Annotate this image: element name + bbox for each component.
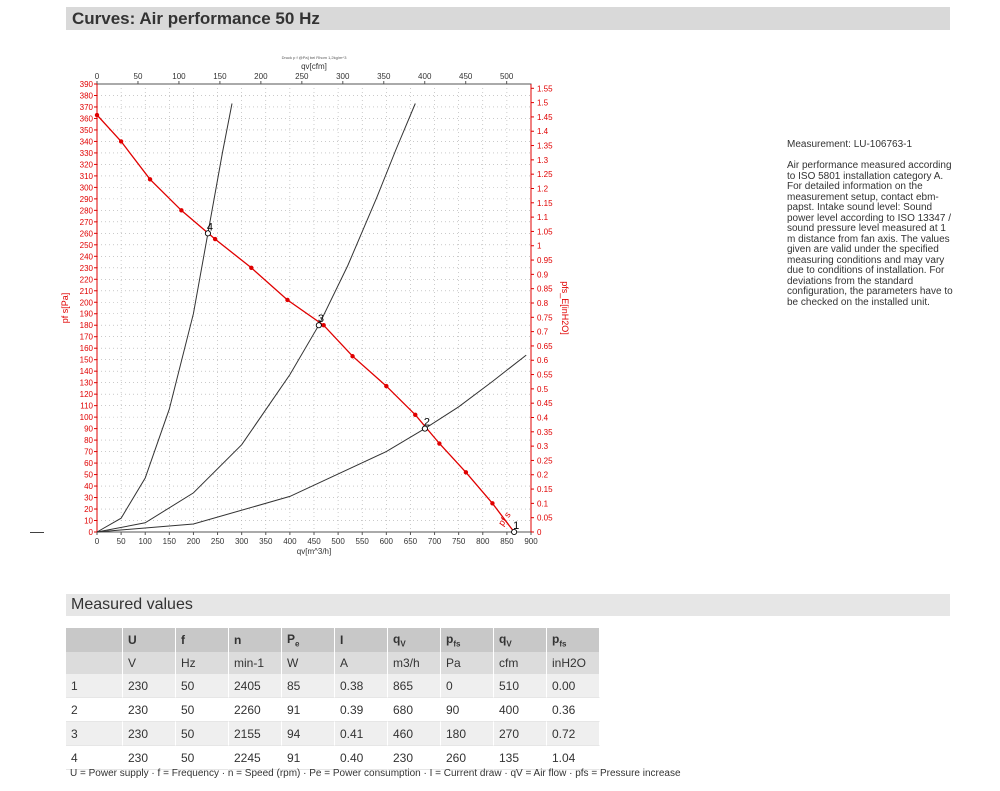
table-cell: 270	[494, 722, 547, 746]
x2-tick-label: 100	[172, 72, 186, 81]
table-unit-cell: cfm	[494, 652, 547, 674]
table-unit-cell: A	[335, 652, 388, 674]
y-tick-label: 280	[79, 206, 93, 216]
y-tick-label: 60	[84, 459, 93, 469]
table-legend: U = Power supply · f = Frequency · n = Speed (rpm) · Pe = Power consumption · I = Current draw · qV = Air flow · pfs = Pressure increase	[70, 768, 681, 779]
y-tick-label: 390	[79, 80, 93, 89]
y-tick-label: 190	[79, 309, 93, 319]
table-header-cell	[547, 628, 600, 652]
table-header-symbol: n	[234, 633, 242, 647]
y-tick-label: 170	[79, 332, 93, 342]
table-cell: 460	[388, 722, 441, 746]
y-tick-label: 260	[79, 229, 93, 239]
x-tick-label: 250	[210, 537, 225, 546]
y2-tick-label: 1.25	[537, 170, 553, 180]
pressure-marker	[285, 298, 289, 302]
measurement-description: Air performance measured according to ISO 5801 installation category A. For detailed information on the measurement setup, contact ebm-papst. Intake sound level: Sound power level according to ISO 13347 / sound pressure level measured at 1 m distance from fan axis. The values given are valid under the specified measuring conditions and may vary due to conditions of installation. For deviations from the standard configuration, the parameters have to be checked on the installed unit.	[787, 160, 953, 308]
y2-tick-label: 0.9	[537, 270, 549, 280]
table-header-cell	[176, 628, 229, 652]
table-cell: 0.36	[547, 698, 600, 722]
table-header-cell	[229, 628, 282, 652]
y-tick-label: 240	[79, 252, 93, 262]
x2-tick-label: 500	[499, 72, 514, 81]
x-tick-label: 350	[259, 537, 273, 546]
table-header-symbol: I	[340, 633, 344, 647]
y2-tick-label: 1.05	[537, 227, 553, 237]
y2-tick-label: 1.15	[537, 198, 553, 208]
y2-tick-label: 0.2	[537, 470, 549, 480]
x2-tick-label: 300	[336, 72, 350, 81]
table-cell: 1.04	[547, 746, 600, 770]
y2-tick-label: 1.55	[537, 84, 553, 94]
y-tick-label: 30	[84, 493, 93, 503]
x2-tick-label: 200	[254, 72, 268, 81]
y-tick-label: 350	[79, 125, 93, 135]
table-cell: 230	[388, 746, 441, 770]
x2-tick-label: 450	[459, 72, 473, 81]
table-unit-cell: Pa	[441, 652, 494, 674]
x-tick-label: 850	[500, 537, 514, 546]
x-tick-label: 750	[451, 537, 466, 546]
y-tick-label: 110	[80, 401, 93, 411]
table-cell: 50	[176, 698, 229, 722]
table-header-cell	[123, 628, 176, 652]
table-cell: 230	[123, 698, 176, 722]
y-tick-label: 230	[79, 263, 93, 273]
y2-tick-label: 1.5	[537, 98, 549, 108]
x-tick-label: 200	[186, 537, 201, 546]
y-tick-label: 290	[79, 194, 93, 204]
table-cell: 91	[282, 698, 335, 722]
pressure-marker	[148, 177, 152, 181]
y2-tick-label: 0.5	[537, 384, 549, 394]
y2-tick-label: 1.2	[537, 184, 549, 194]
y2-tick-label: 1.45	[537, 112, 553, 122]
y-tick-label: 140	[79, 367, 93, 377]
table-header-symbol: $P_e$	[287, 631, 300, 649]
y-tick-label: 380	[79, 91, 93, 101]
measured-values-table	[66, 628, 600, 770]
y-tick-label: 300	[79, 183, 93, 193]
y2-tick-label: 0.85	[537, 284, 553, 294]
pressure-marker	[179, 208, 183, 212]
table-header-cell	[388, 628, 441, 652]
y-tick-label: 340	[79, 137, 93, 147]
y-tick-label: 360	[79, 114, 93, 124]
operating-point-label: 2	[423, 416, 431, 429]
table-unit-cell: V	[123, 652, 176, 674]
y2-tick-label: 0.65	[537, 341, 553, 351]
y-tick-label: 90	[84, 424, 93, 434]
y-tick-label: 210	[79, 286, 93, 296]
table-cell: 865	[388, 674, 441, 698]
x-tick-label: 400	[283, 537, 297, 546]
y-tick-label: 310	[79, 171, 93, 181]
y2-tick-label: 0.05	[537, 513, 553, 523]
y-tick-label: 330	[79, 148, 93, 158]
measurement-id: Measurement: LU-106763-1	[787, 139, 913, 150]
y2-tick-label: 0.7	[537, 327, 549, 337]
left-dash-mark: —	[30, 523, 44, 539]
table-header-cell	[335, 628, 388, 652]
table-unit-cell: Hz	[176, 652, 229, 674]
y-tick-label: 320	[79, 160, 93, 170]
table-cell: 2155	[229, 722, 282, 746]
operating-point-label: 3	[317, 313, 324, 326]
measured-values-title: Measured values	[71, 596, 193, 613]
y2-tick-label: 1.3	[537, 155, 549, 165]
table-cell: 2405	[229, 674, 282, 698]
table-cell: 135	[494, 746, 547, 770]
pressure-marker	[490, 501, 494, 505]
table-header-blank	[66, 628, 123, 652]
y-tick-label: 70	[84, 447, 93, 457]
operating-point-label: 1	[513, 520, 520, 532]
y-tick-label: 160	[79, 344, 93, 354]
pressure-marker	[213, 237, 217, 241]
table-cell: 0.40	[335, 746, 388, 770]
y2-tick-label: 0.3	[537, 442, 549, 452]
table-header-units	[66, 652, 600, 674]
table-header-cell	[282, 628, 335, 652]
table-cell: 400	[494, 698, 547, 722]
x2-tick-label: 250	[295, 72, 309, 81]
x2-tick-label: 150	[213, 72, 227, 81]
y2-tick-label: 0	[537, 528, 542, 537]
table-cell: 94	[282, 722, 335, 746]
pressure-marker	[95, 113, 99, 117]
pressure-marker	[464, 470, 468, 474]
y2-tick-label: 0.45	[537, 399, 553, 409]
table-cell: 2260	[229, 698, 282, 722]
table-cell: 0	[441, 674, 494, 698]
y-tick-label: 120	[79, 390, 93, 400]
x2-tick-label: 350	[377, 72, 391, 81]
x-tick-label: 100	[138, 537, 152, 546]
table-cell: 0.00	[547, 674, 600, 698]
x2-tick-label: 50	[133, 72, 143, 81]
table-cell: 260	[441, 746, 494, 770]
pressure-marker	[384, 384, 388, 388]
pressure-marker	[437, 441, 441, 445]
y-tick-label: 20	[84, 505, 93, 515]
table-unit-cell: inH2O	[547, 652, 600, 674]
table-cell: 0.72	[547, 722, 600, 746]
table-cell: 4	[66, 746, 123, 770]
y2-axis-label: pfs_E[inH2O]	[560, 281, 570, 335]
table-header-symbol: $q_V$	[393, 631, 406, 649]
x-axis-label: qv[m^3/h]	[296, 547, 332, 556]
table-header-symbol: f	[181, 633, 185, 647]
y-tick-label: 180	[79, 321, 93, 331]
y2-tick-label: 0.4	[537, 413, 549, 423]
table-row	[66, 746, 600, 770]
y2-tick-label: 1.1	[537, 213, 549, 223]
table-unit-cell: W	[282, 652, 335, 674]
table-header-cell	[441, 628, 494, 652]
y2-tick-label: 0.95	[537, 256, 553, 266]
table-header-symbol: U	[128, 633, 137, 647]
y2-tick-label: 0.6	[537, 356, 549, 366]
pressure-marker	[249, 266, 253, 270]
x-tick-label: 150	[162, 537, 177, 546]
table-cell: 230	[123, 674, 176, 698]
y2-tick-label: 0.35	[537, 427, 553, 437]
table-cell: 85	[282, 674, 335, 698]
x-tick-label: 650	[403, 537, 418, 546]
measured-values-header	[66, 594, 950, 616]
x-tick-label: 50	[116, 537, 126, 546]
table-cell: 2245	[229, 746, 282, 770]
x2-tick-label: 400	[418, 72, 432, 81]
y2-tick-label: 1.4	[537, 127, 549, 137]
x-tick-label: 900	[524, 537, 538, 546]
y-tick-label: 100	[79, 413, 93, 423]
table-header-symbols	[66, 628, 600, 652]
x-tick-label: 550	[355, 537, 369, 546]
y2-tick-label: 1	[537, 241, 542, 251]
x2-axis-label: qv[cfm]	[301, 62, 327, 71]
table-row	[66, 674, 600, 698]
table-cell: 90	[441, 698, 494, 722]
y2-tick-label: 0.8	[537, 298, 549, 308]
table-cell: 0.38	[335, 674, 388, 698]
table-cell: 680	[388, 698, 441, 722]
table-cell: 50	[176, 746, 229, 770]
table-cell: 0.41	[335, 722, 388, 746]
pressure-marker	[350, 354, 354, 358]
y-tick-label: 40	[84, 482, 93, 492]
chart-caption: Druck p f @Pa] bei Rhom 1,2kg/m^3	[281, 55, 347, 60]
y-tick-label: 270	[79, 217, 93, 227]
y-tick-label: 200	[79, 298, 93, 308]
pressure-curve-annotation: pf s	[496, 509, 513, 528]
table-cell: 2	[66, 698, 123, 722]
x-tick-label: 500	[331, 537, 345, 546]
y2-tick-label: 0.1	[537, 499, 549, 509]
table-cell: 91	[282, 746, 335, 770]
pressure-marker	[119, 139, 123, 143]
y-tick-label: 0	[88, 528, 93, 537]
table-header-cell	[494, 628, 547, 652]
x-tick-label: 800	[476, 537, 490, 546]
table-unit-cell: m3/h	[388, 652, 441, 674]
y-tick-label: 220	[79, 275, 93, 285]
table-unit-blank	[66, 652, 123, 674]
y2-tick-label: 0.55	[537, 370, 553, 380]
x-tick-label: 300	[234, 537, 249, 546]
table-unit-cell: min-1	[229, 652, 282, 674]
x-tick-label: 0	[94, 537, 100, 546]
table-cell: 0.39	[335, 698, 388, 722]
operating-point-label: 4	[206, 221, 214, 234]
x-tick-label: 700	[427, 537, 442, 546]
y2-tick-label: 0.15	[537, 485, 553, 495]
table-header-symbol: $p_{fs}$	[552, 631, 567, 649]
table-cell: 230	[123, 722, 176, 746]
y2-tick-label: 0.25	[537, 456, 553, 466]
y-tick-label: 370	[79, 102, 93, 112]
y-tick-label: 150	[79, 355, 93, 365]
table-cell: 230	[123, 746, 176, 770]
table-row	[66, 722, 600, 746]
x-tick-label: 600	[379, 537, 394, 546]
table-cell: 50	[176, 674, 229, 698]
y-tick-label: 10	[84, 516, 93, 526]
y-tick-label: 80	[84, 436, 93, 446]
table-header-symbol: $p_{fs}$	[446, 631, 461, 649]
pressure-marker	[413, 413, 417, 417]
y-tick-label: 250	[79, 240, 93, 250]
x-tick-label: 450	[307, 537, 321, 546]
y2-tick-label: 0.75	[537, 313, 553, 323]
table-cell: 180	[441, 722, 494, 746]
y-tick-label: 50	[84, 470, 93, 480]
y-axis-label: pf s[Pa]	[60, 292, 70, 324]
y2-tick-label: 1.35	[537, 141, 553, 151]
table-row	[66, 698, 600, 722]
curves-title: Curves: Air performance 50 Hz	[72, 9, 320, 28]
table-cell: 50	[176, 722, 229, 746]
table-cell: 510	[494, 674, 547, 698]
y-tick-label: 130	[79, 378, 93, 388]
x2-tick-label: 0	[94, 72, 100, 81]
table-cell: 1	[66, 674, 123, 698]
table-header-symbol: $q_V$	[499, 631, 512, 649]
table-cell: 3	[66, 722, 123, 746]
